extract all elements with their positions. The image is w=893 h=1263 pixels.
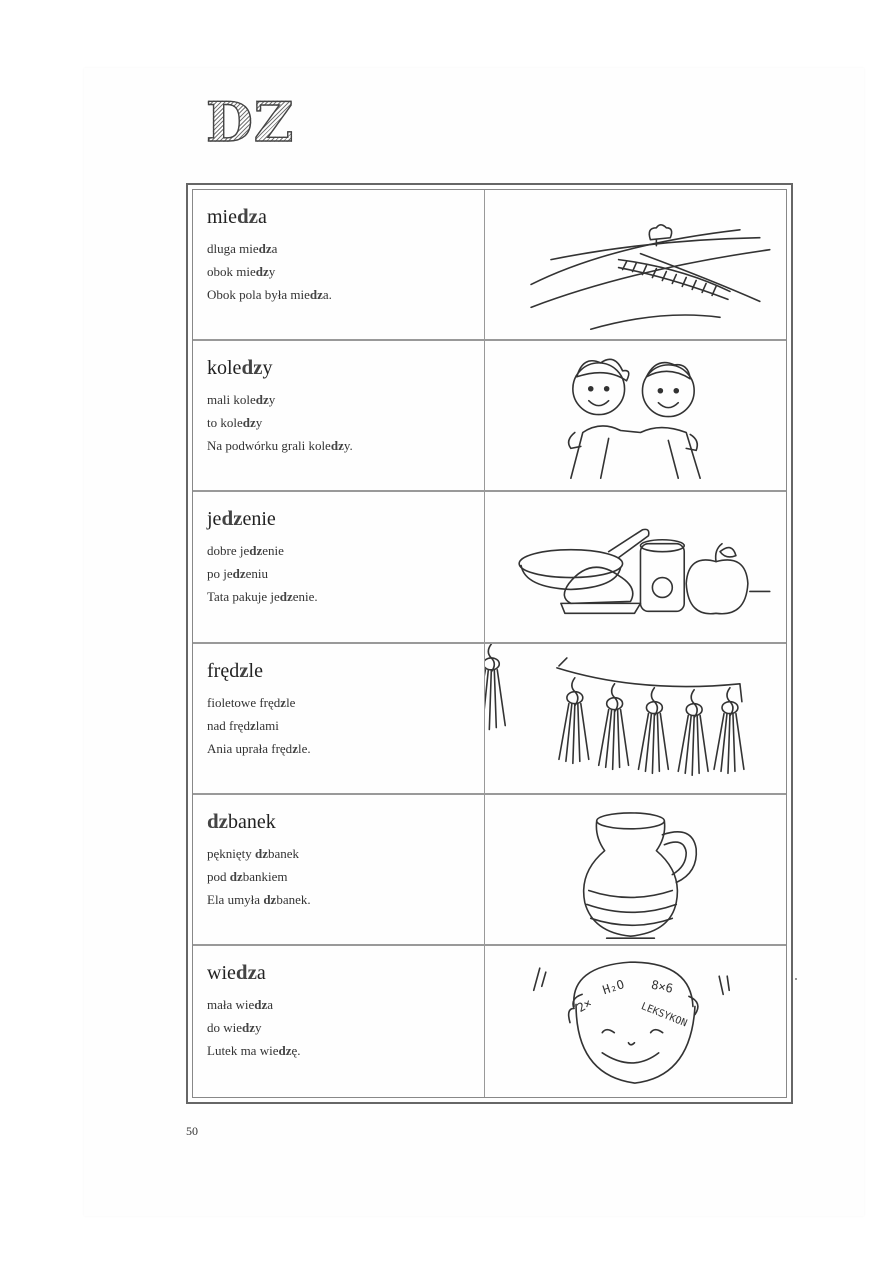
- phrase-segment: a: [271, 241, 278, 256]
- phrase-segment: mała wie: [207, 996, 255, 1012]
- phrase-segment: nad fręd: [207, 717, 250, 733]
- example-phrase: [207, 388, 484, 411]
- phrase-segment: Lutek ma wie: [207, 1042, 279, 1058]
- example-sentence: [207, 737, 484, 760]
- phrase-highlight: dz: [232, 566, 246, 582]
- phrase-highlight: dz: [279, 589, 293, 605]
- phrase-segment: eniu: [245, 566, 269, 582]
- example-sentence: [207, 585, 484, 608]
- phrase-segment: to kole: [207, 415, 243, 431]
- word-cell: [193, 946, 485, 1097]
- phrase-highlight: dz: [249, 543, 263, 559]
- example-sentence: [207, 888, 484, 911]
- word-cell: [193, 492, 485, 643]
- phrase-segment: le: [286, 694, 296, 710]
- phrase-segment: po je: [207, 566, 233, 582]
- example-phrase: [207, 237, 484, 260]
- head-text-lexicon: LEKSYKON: [639, 1000, 689, 1030]
- picture-cell: [485, 492, 786, 643]
- phrase-highlight: dz: [255, 392, 269, 408]
- phrase-segment: mali kole: [207, 392, 256, 408]
- word-cell: [193, 795, 485, 946]
- phrase-highlight: dz: [242, 415, 256, 431]
- headword-highlight: dz: [237, 204, 258, 228]
- example-phrase: [207, 842, 484, 865]
- phrase-segment: pod: [207, 868, 230, 884]
- example-sentence: [207, 283, 484, 306]
- picture-cell: [485, 644, 786, 795]
- phrase-segment: obok mie: [207, 264, 256, 279]
- headword-segment: a: [256, 961, 266, 984]
- phrase-highlight: dz: [242, 1019, 256, 1035]
- example-phrase: [207, 714, 484, 737]
- headword: [207, 658, 484, 683]
- phrase-segment: Obok pola była mie: [207, 287, 310, 302]
- headword: [207, 355, 484, 380]
- phrase-segment: a.: [322, 287, 332, 302]
- headword: [207, 960, 484, 985]
- phrase-highlight: dz: [263, 891, 277, 907]
- phrase-segment: y: [255, 415, 263, 431]
- example-phrase: [207, 865, 484, 888]
- phrase-highlight: dz: [255, 264, 269, 279]
- phrase-segment: bankiem: [242, 868, 288, 884]
- knowledge-head-illustration: [485, 946, 786, 1097]
- example-phrase: [207, 993, 484, 1016]
- headword-highlight: dz: [207, 808, 228, 833]
- picture-cell: [485, 341, 786, 492]
- headword-segment: enie: [242, 508, 276, 531]
- phrase-segment: do wie: [207, 1019, 243, 1035]
- phrase-segment: ę.: [291, 1042, 301, 1058]
- phrase-segment: a: [267, 996, 274, 1012]
- headword-segment: y: [262, 357, 273, 380]
- phrase-highlight: dz: [254, 996, 268, 1012]
- field-boundary-illustration: [485, 190, 786, 339]
- phrase-segment: dobre je: [207, 543, 250, 559]
- head-text-formula: H₂O: [600, 976, 626, 998]
- phrase-highlight: dz: [258, 241, 272, 256]
- phrase-segment: Tata pakuje je: [207, 589, 280, 605]
- picture-cell: [485, 190, 786, 341]
- word-cell: [193, 341, 485, 492]
- phrase-segment: dluga mie: [207, 241, 259, 256]
- headword-highlight: dz: [241, 355, 263, 380]
- phrase-segment: pęknięty: [207, 845, 256, 861]
- word-cell: [193, 190, 485, 341]
- phrase-segment: y: [255, 1019, 262, 1035]
- phrase-segment: enie.: [292, 589, 318, 605]
- phrase-segment: Ania uprała fręd: [207, 740, 293, 756]
- phrase-highlight: dz: [278, 1042, 292, 1058]
- head-text-small: 2×: [574, 995, 595, 1015]
- headword: [207, 809, 484, 834]
- example-phrase: [207, 539, 484, 562]
- phrase-segment: y.: [343, 438, 353, 454]
- phrase-segment: fioletowe fręd: [207, 694, 281, 710]
- phrase-segment: y: [268, 392, 276, 408]
- example-phrase: [207, 260, 484, 283]
- phrase-segment: Ela umyła: [207, 891, 264, 907]
- headword-segment: mie: [207, 206, 237, 228]
- picture-cell: [485, 795, 786, 946]
- example-phrase: [207, 562, 484, 585]
- headword-segment: kole: [207, 357, 242, 380]
- phrase-segment: banek.: [276, 891, 311, 907]
- headword: [207, 204, 484, 229]
- headword-segment: fręd: [207, 659, 240, 682]
- phrase-segment: le.: [297, 740, 311, 756]
- phrase-segment: Na podwórku grali kole: [207, 438, 331, 454]
- word-table-grid: [192, 189, 787, 1098]
- picture-cell: [485, 946, 786, 1097]
- two-friends-illustration: [485, 341, 786, 490]
- phrase-highlight: z: [292, 740, 298, 756]
- headword: [207, 506, 484, 531]
- phrase-highlight: dz: [255, 845, 269, 861]
- page-heading: DZ: [206, 90, 295, 154]
- fringe-illustration: [485, 644, 786, 793]
- phrase-segment: enie: [262, 543, 284, 559]
- headword-highlight: z: [239, 657, 249, 682]
- phrase-segment: y: [268, 264, 276, 279]
- page-number: 50: [186, 1124, 198, 1138]
- headword-segment: wie: [207, 961, 236, 984]
- phrase-segment: lami: [255, 717, 279, 733]
- example-sentence: [207, 1039, 484, 1062]
- example-phrase: [207, 691, 484, 714]
- example-sentence: [207, 434, 484, 457]
- phrase-highlight: z: [280, 694, 287, 710]
- headword-segment: le: [248, 659, 263, 682]
- headword-segment: a: [258, 206, 267, 228]
- word-cell: [193, 644, 485, 795]
- headword-highlight: dz: [235, 959, 257, 984]
- headword-highlight: dz: [221, 506, 243, 531]
- speck: [795, 978, 797, 980]
- phrase-segment: banek: [268, 845, 300, 861]
- example-phrase: [207, 1016, 484, 1039]
- food-illustration: [485, 492, 786, 641]
- phrase-highlight: dz: [330, 438, 344, 454]
- phrase-highlight: dz: [229, 868, 243, 884]
- headword-segment: banek: [228, 810, 276, 833]
- phrase-highlight: dz: [309, 287, 323, 302]
- example-phrase: [207, 411, 484, 434]
- word-table: [186, 183, 793, 1104]
- head-text-math: 8×6: [649, 977, 675, 996]
- headword-segment: je: [207, 508, 222, 531]
- jug-illustration: [485, 795, 786, 944]
- phrase-highlight: z: [249, 717, 256, 733]
